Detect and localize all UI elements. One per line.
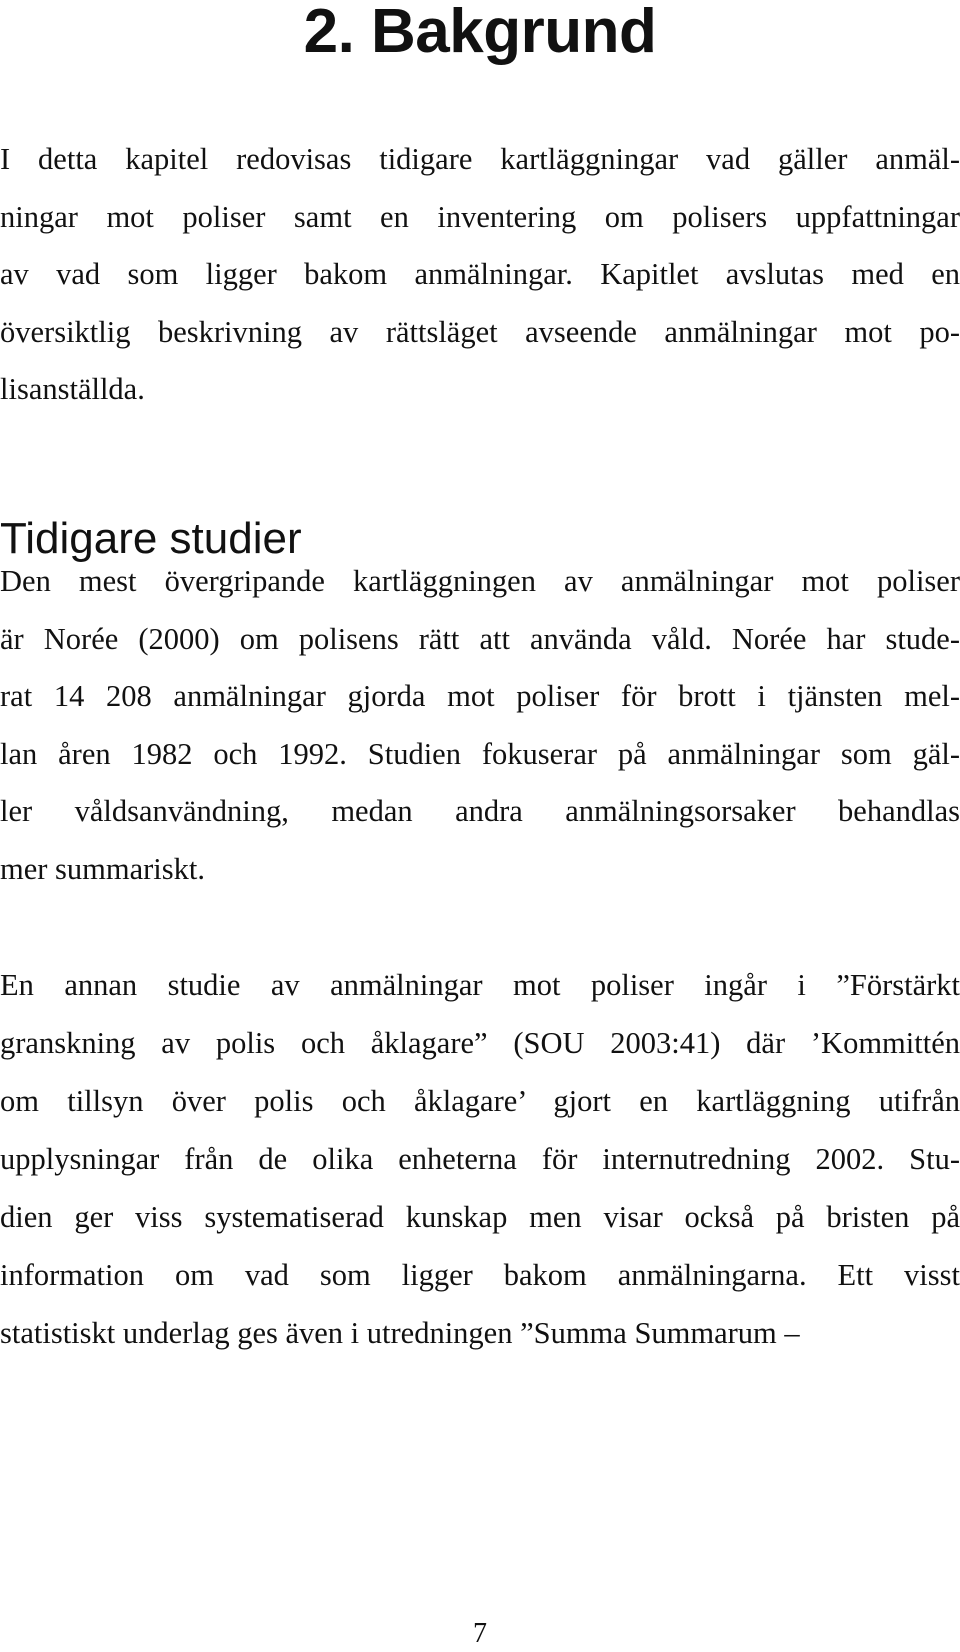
text-line: information om vad som ligger bakom anmälningarna. Ett visst (0, 1258, 960, 1292)
text-line: I detta kapitel redovisas tidigare kartläggningar vad gäller anmäl- (0, 142, 960, 176)
text-line: lisanställda. (0, 372, 145, 406)
text-line: av vad som ligger bakom anmälningar. Kapitlet avslutas med en (0, 257, 960, 291)
text-line: översiktlig beskrivning av rättsläget avseende anmälningar mot po- (0, 314, 960, 349)
text-line: är Norée (2000) om polisens rätt att använda våld. Norée har stude- (0, 621, 960, 656)
text-line: dien ger viss systematiserad kunskap men visar också på bristen på (0, 1200, 960, 1234)
text-line: ningar mot poliser samt en inventering om polisers uppfattningar (0, 199, 960, 234)
text-line: En annan studie av anmälningar mot poliser ingår i ”Förstärkt (0, 968, 960, 1002)
text-line: mer summariskt. (0, 851, 205, 886)
text-line: Den mest övergripande kartläggningen av anmälningar mot poliser (0, 564, 960, 598)
text-line: om tillsyn över polis och åklagare’ gjort en kartläggning utifrån (0, 1084, 960, 1118)
text-line: statistiskt underlag ges även i utredningen ”Summa Summarum – (0, 1316, 800, 1350)
text-line: granskning av polis och åklagare” (SOU 2003:41) där ’Kommittén (0, 1026, 960, 1060)
text-line: upplysningar från de olika enheterna för internutredning 2002. Stu- (0, 1142, 960, 1176)
text-line: lan åren 1982 och 1992. Studien fokuserar på anmälningar som gäl- (0, 736, 960, 771)
chapter-title: 2. Bakgrund (303, 0, 657, 66)
text-line: ler våldsanvändning, medan andra anmälningsorsaker behandlas (0, 794, 960, 828)
section-title: Tidigare studier (0, 514, 302, 563)
page-number: 7 (473, 1618, 487, 1649)
text-line: rat 14 208 anmälningar gjorda mot poliser för brott i tjänsten mel- (0, 679, 960, 713)
